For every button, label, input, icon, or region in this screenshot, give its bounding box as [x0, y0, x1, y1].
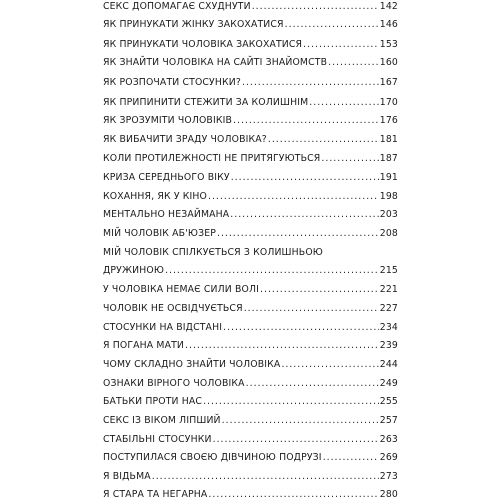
toc-entry-title: ПОСТУПИЛАСЯ СВОЄЮ ДІВЧИНОЮ ПОДРУЗІ: [103, 452, 322, 463]
toc-entry: [103, 377, 398, 390]
toc-entry: [103, 38, 398, 51]
toc-entry-page: 142: [379, 1, 398, 12]
toc-entry: [103, 208, 398, 221]
dot-leader: [260, 283, 379, 296]
toc-entry: [103, 358, 398, 371]
toc-entry-page: 255: [379, 396, 398, 407]
toc-entry-title: БАТЬКИ ПРОТИ НАС: [103, 396, 203, 407]
dot-leader: [231, 171, 379, 184]
toc-entry: [103, 227, 398, 240]
toc-entry-page: 273: [379, 471, 398, 482]
dot-leader: [242, 76, 379, 89]
dot-leader: [213, 433, 379, 446]
dot-leader: [328, 56, 379, 69]
toc-entry-page: 221: [379, 284, 398, 295]
dot-leader: [222, 414, 379, 427]
toc-entry-page: 249: [379, 378, 398, 389]
dot-leader: [152, 470, 379, 483]
toc-entry-title: КОЛИ ПРОТИЛЕЖНОСТІ НЕ ПРИТЯГУЮТЬСЯ: [103, 153, 321, 164]
toc-entry: [103, 114, 398, 127]
toc-entry-title: ЯК ВИБАЧИТИ ЗРАДУ ЧОЛОВІКА?: [103, 134, 267, 145]
toc-entry-title: ЯК ПРИНУКАТИ ЧОЛОВІКА ЗАКОХАТИСЯ: [103, 39, 303, 50]
toc-entry: [103, 171, 398, 184]
toc-entry-page: 269: [379, 452, 398, 463]
dot-leader: [285, 18, 379, 31]
toc-entry-title: Я СТАРА ТА НЕГАРНА: [103, 489, 208, 500]
toc-entry-page: 227: [379, 303, 398, 314]
toc-entry-title: ЯК ПРИПИНИТИ СТЕЖИТИ ЗА КОЛИШНІМ: [103, 97, 309, 108]
toc-entry-title: МІЙ ЧОЛОВІК АБ'ЮЗЕР: [103, 228, 216, 239]
toc-entry-title: ЧОМУ СКЛАДНО ЗНАЙТИ ЧОЛОВІКА: [103, 359, 281, 370]
toc-entry-title: Я ВІДЬМА: [103, 471, 151, 482]
dot-leader: [165, 264, 379, 277]
toc-entry-title: СТОСУНКИ НА ВІДСТАНІ: [103, 322, 223, 333]
toc-entry: [103, 488, 398, 501]
toc-entry-title: ЯК ПРИНУКАТИ ЖІНКУ ЗАКОХАТИСЯ: [103, 19, 284, 30]
dot-leader: [203, 395, 379, 408]
dot-leader: [252, 0, 379, 13]
dot-leader: [223, 321, 379, 334]
toc-entry-page: 234: [379, 322, 398, 333]
dot-leader: [323, 451, 379, 464]
toc-entry: [103, 190, 398, 203]
toc-entry-title: СЕКС ІЗ ВІКОМ ЛІПШИЙ: [103, 415, 221, 426]
toc-entry: [103, 470, 398, 483]
toc-entry: [103, 283, 398, 296]
toc-entry-page: 280: [379, 489, 398, 500]
dot-leader: [208, 190, 379, 203]
toc-entry-page: 146: [379, 19, 398, 30]
toc-entry-page: 263: [379, 434, 398, 445]
dot-leader: [281, 358, 378, 371]
toc-entry-title: Я ПОГАНА МАТИ: [103, 340, 185, 351]
toc-entry: [103, 18, 398, 31]
toc-entry: [103, 302, 398, 315]
toc-entry: [103, 56, 398, 69]
dot-leader: [244, 302, 379, 315]
toc-entry-page: 187: [379, 153, 398, 164]
toc-entry-title: КРИЗА СЕРЕДНЬОГО ВІКУ: [103, 172, 230, 183]
toc-entry-page: 181: [379, 134, 398, 145]
toc-entry-title: КОХАННЯ, ЯК У КІНО: [103, 191, 207, 202]
dot-leader: [233, 114, 379, 127]
toc-entry-page: 239: [379, 340, 398, 351]
toc-entry-page: 208: [379, 228, 398, 239]
toc-entry: [103, 96, 398, 109]
dot-leader: [246, 377, 379, 390]
toc-entry-title: ЧОЛОВІК НЕ ОСВІДЧУЄТЬСЯ: [103, 303, 243, 314]
toc-entry: [103, 395, 398, 408]
dot-leader: [303, 38, 379, 51]
dot-leader: [309, 96, 379, 109]
toc-entry: [103, 246, 398, 277]
toc-entry-page: 198: [379, 191, 398, 202]
toc-entry: [103, 451, 398, 464]
toc-entry-title: У ЧОЛОВІКА НЕМАЄ СИЛИ ВОЛІ: [103, 284, 260, 295]
toc-entry: [103, 414, 398, 427]
toc-entry-title: ЯК ЗНАЙТИ ЧОЛОВІКА НА САЙТІ ЗНАЙОМСТВ: [103, 57, 328, 68]
toc-entry-title: ЯК РОЗПОЧАТИ СТОСУНКИ?: [103, 77, 241, 88]
toc-entry-title-line1: МІЙ ЧОЛОВІК СПІЛКУЄТЬСЯ З КОЛИШНЬОЮ: [103, 247, 323, 258]
toc-entry-page: 191: [379, 172, 398, 183]
toc-entry-title: ЯК ЗРОЗУМІТИ ЧОЛОВІКІВ: [103, 115, 233, 126]
dot-leader: [230, 208, 379, 221]
toc-entry-title-line2: ДРУЖИНОЮ: [103, 265, 165, 276]
toc-entry-page: 160: [379, 57, 398, 68]
toc-entry-page: 176: [379, 115, 398, 126]
toc-entry: [103, 76, 398, 89]
toc-entry-page: 167: [379, 77, 398, 88]
toc-entry: [103, 321, 398, 334]
dot-leader: [208, 488, 378, 501]
dot-leader: [185, 339, 379, 352]
toc-entry-title: СЕКС ДОПОМАГАЄ СХУДНУТИ: [103, 1, 251, 12]
toc-entry: [103, 0, 398, 13]
toc-entry-title: ОЗНАКИ ВІРНОГО ЧОЛОВІКА: [103, 378, 245, 389]
toc-entry-title: МЕНТАЛЬНО НЕЗАЙМАНА: [103, 209, 230, 220]
toc-entry-page: 215: [379, 265, 398, 276]
toc-entry-page: 244: [379, 359, 398, 370]
toc-entry-page: 153: [379, 39, 398, 50]
dot-leader: [321, 152, 378, 165]
dot-leader: [217, 227, 379, 240]
toc-entry: [103, 133, 398, 146]
toc-entry-page: 170: [379, 97, 398, 108]
toc-entry-page: 203: [379, 209, 398, 220]
toc-entry: [103, 339, 398, 352]
toc-entry: [103, 433, 398, 446]
toc-entry: [103, 152, 398, 165]
toc-entry-title: СТАБІЛЬНІ СТОСУНКИ: [103, 434, 212, 445]
dot-leader: [268, 133, 379, 146]
toc-entry-page: 257: [379, 415, 398, 426]
